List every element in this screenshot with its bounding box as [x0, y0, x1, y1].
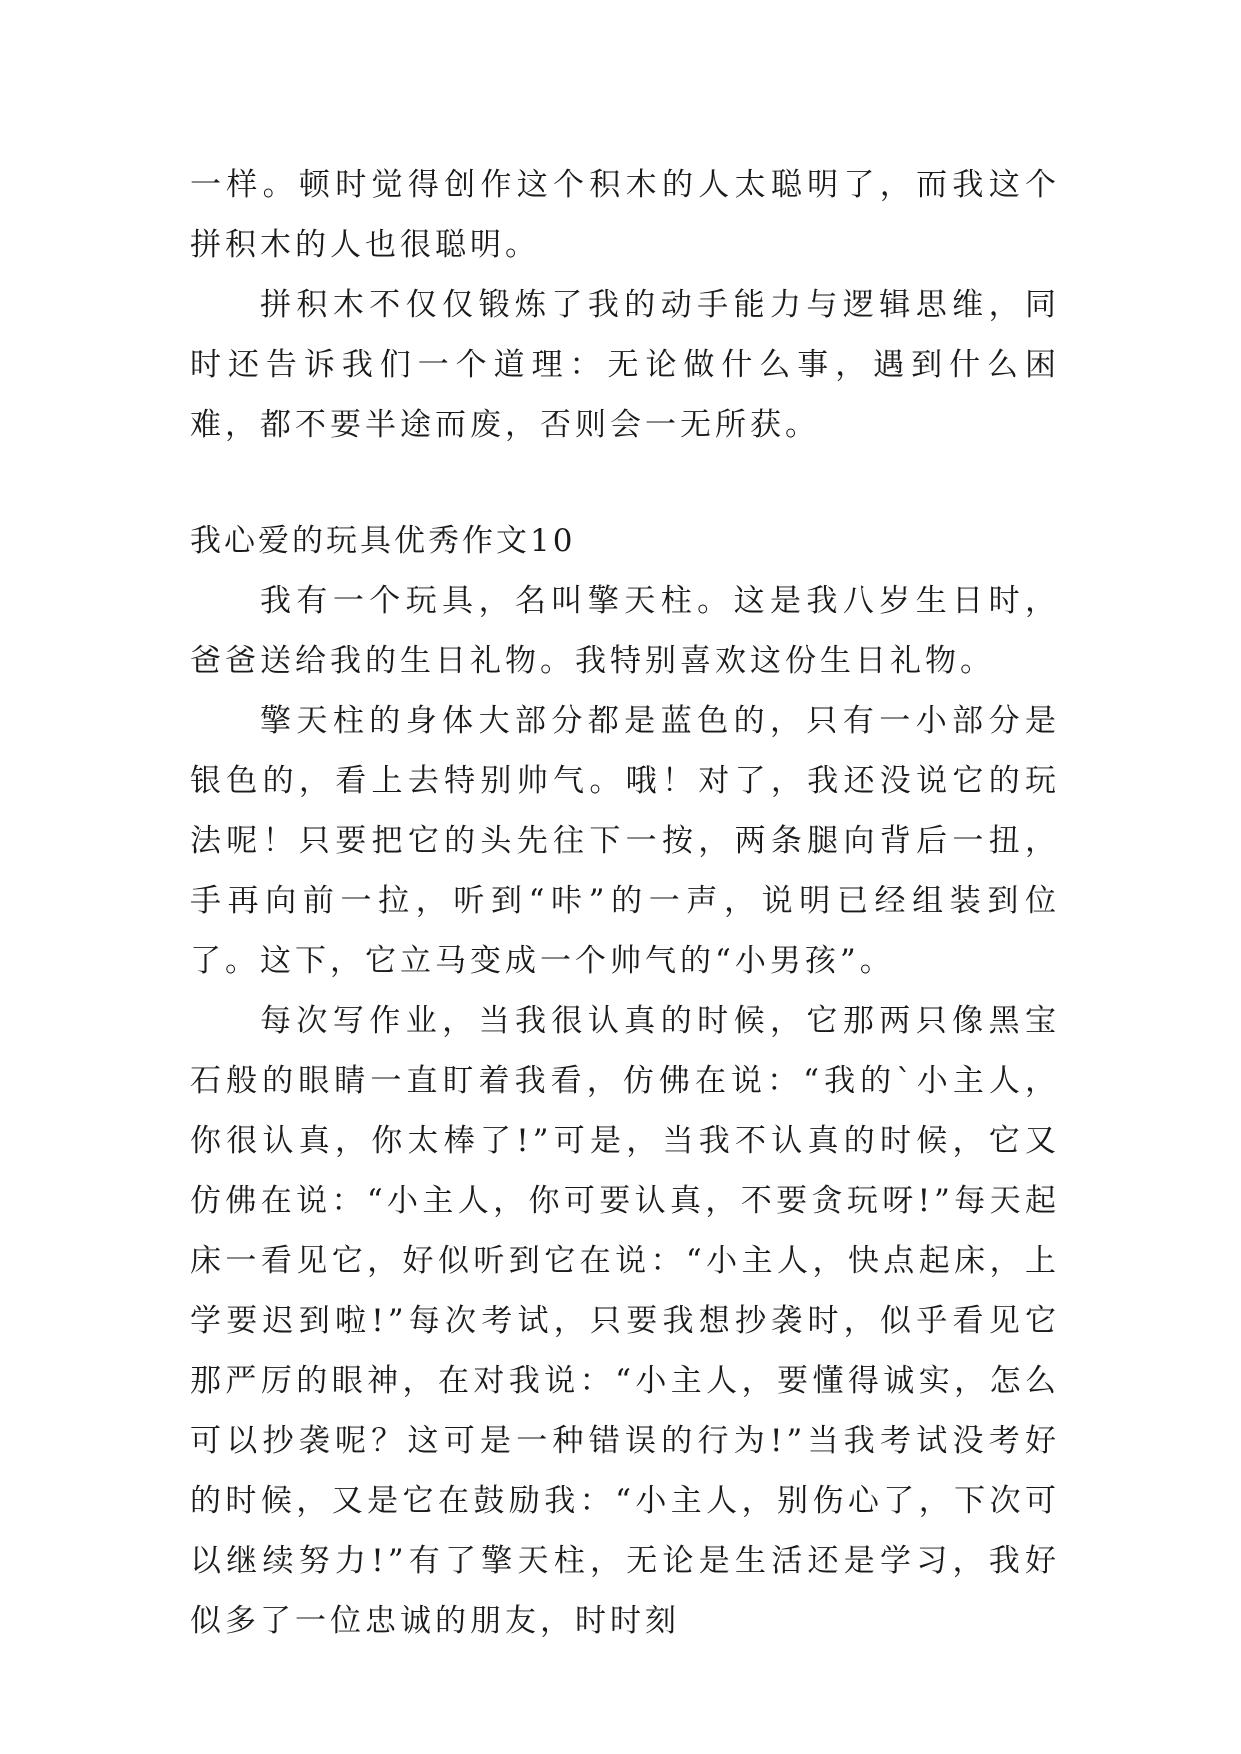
- section-title: 我心爱的玩具优秀作文10: [190, 523, 576, 559]
- paragraph-lesson: 拼积木不仅仅锻炼了我的动手能力与逻辑思维，同时还告诉我们一个道理：无论做什么事，遇到什么困难，都不要半途而废，否则会一无所获。: [190, 287, 1060, 443]
- paragraph-description: 擎天柱的身体大部分都是蓝色的，只有一小部分是银色的，看上去特别帅气。哦！对了，我还没说它的玩法呢！只要把它的头先往下一按，两条腿向背后一扭，手再向前一拉，听到“咔”的一声，说明已经组装到位了。这下，它立马变成一个帅气的“小男孩”。: [190, 703, 1060, 979]
- document-body: [190, 155, 1060, 1651]
- paragraph-companion: 每次写作业，当我很认真的时候，它那两只像黑宝石般的眼睛一直盯着我看，仿佛在说：“我的`小主人，你很认真，你太棒了!”可是，当我不认真的时候，它又仿佛在说：“小主人，你可要认真，不要贪玩呀!”每天起床一看见它，好似听到它在说：“小主人，快点起床，上学要迟到啦!”每次考试，只要我想抄袭时，似乎看见它那严厉的眼神，在对我说：“小主人，要懂得诚实，怎么可以抄袭呢？这可是一种错误的行为!”当我考试没考好的时候，又是它在鼓励我：“小主人，别伤心了，下次可以继续努力!”有了擎天柱，无论是生活还是学习，我好似多了一位忠诚的朋友，时时刻: [190, 1003, 1060, 1639]
- paragraph-continuation: 一样。顿时觉得创作这个积木的人太聪明了，而我这个拼积木的人也很聪明。: [190, 167, 1060, 263]
- paragraph-intro: 我有一个玩具，名叫擎天柱。这是我八岁生日时，爸爸送给我的生日礼物。我特别喜欢这份生日礼物。: [190, 583, 1060, 679]
